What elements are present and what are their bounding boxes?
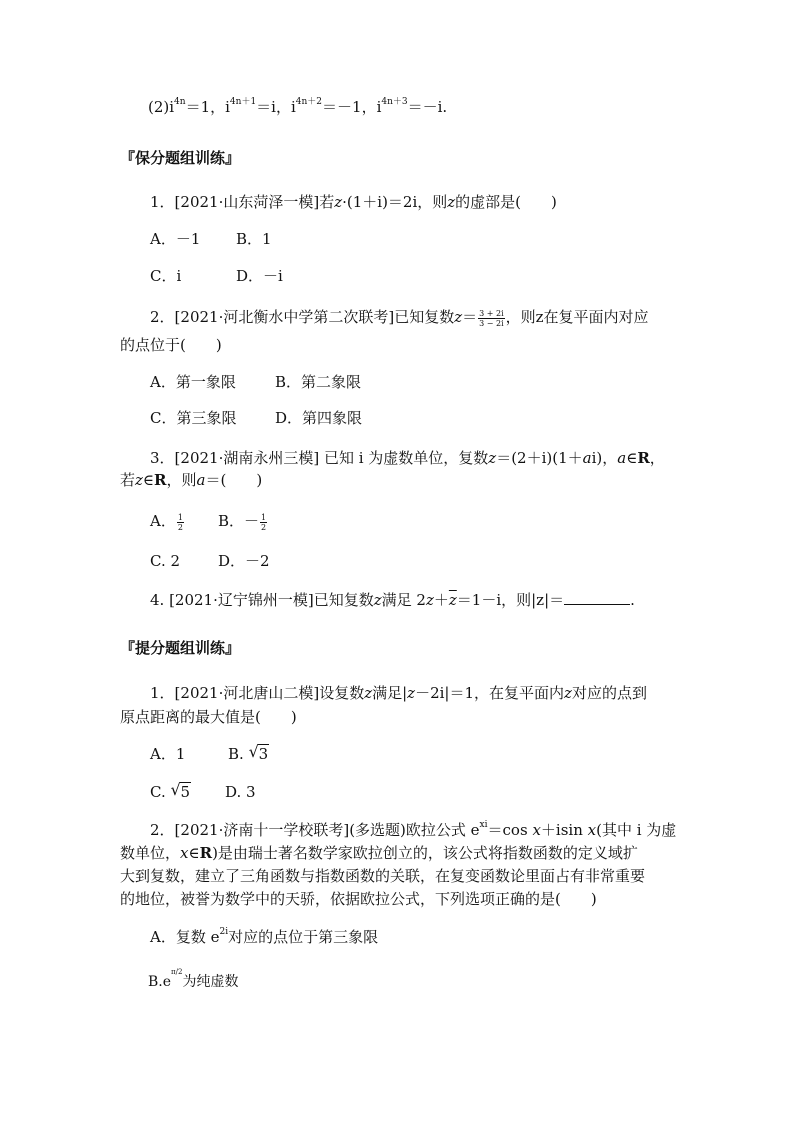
var-a: a <box>196 471 206 489</box>
basic-q2-stem-line2: 的点位于( ) <box>120 336 222 354</box>
text: ·(1＋i)＝2i，则 <box>342 193 448 211</box>
text: ∈ <box>142 471 155 489</box>
exponent: 4n＋2 <box>295 97 323 107</box>
formula-text: ＝－i. <box>407 98 448 116</box>
text: ＝(2＋i)(1＋ <box>496 449 583 467</box>
var-z: z <box>364 684 373 702</box>
text: 若 <box>120 471 136 489</box>
text: 1．[2021·山东菏泽一模]若 <box>150 193 335 211</box>
var-z-conjugate: $\overline{z}$ <box>448 591 457 609</box>
section-title-advanced: 『提分题组训练』 <box>120 639 241 657</box>
fraction-numerator: 3 + 2i <box>479 308 504 318</box>
radicand: 5 <box>180 783 191 801</box>
text: . <box>630 591 635 609</box>
text: B.e <box>148 974 172 990</box>
var-z: z <box>488 449 497 467</box>
text: 1．[2021·河北唐山二模]设复数 <box>150 684 365 702</box>
formula-text: ＝－1，i <box>322 98 382 116</box>
text: －2i|＝1，在复平面内 <box>415 684 565 702</box>
basic-q3-stem-line1: 3．[2021·湖南永州三模] 已知 i 为虚数单位，复数z＝(2＋i)(1＋ai)，a∈R， <box>150 449 665 467</box>
basic-q1-option-a: A．－1 <box>150 230 201 248</box>
advanced-q2-stem-line3: 大到复数，建立了三角函数与指数函数的关联，在复变函数论里面占有非常重要 <box>120 867 646 885</box>
text: 数单位， <box>120 844 181 862</box>
fraction-half <box>260 513 267 532</box>
var-z: z <box>564 684 572 702</box>
advanced-q2-option-a <box>150 927 378 947</box>
var-a: a <box>582 449 592 467</box>
text: ∈ <box>188 844 200 862</box>
advanced-q1-option-d: D. 3 <box>225 783 256 801</box>
text: 对应的点到 <box>571 684 647 702</box>
advanced-q1-option-b <box>228 744 269 764</box>
advanced-q1-option-c <box>150 782 191 802</box>
basic-q3-option-b <box>218 511 268 532</box>
text: 的虚部是( ) <box>455 193 557 211</box>
radicand: 3 <box>258 745 269 763</box>
var-a: a <box>617 449 627 467</box>
text: )是由瑞士著名数学家欧拉创立的，该公式将指数函数的定义域扩 <box>212 844 638 862</box>
fraction-denominator: 2 <box>261 522 267 532</box>
section-title-basic: 『保分题组训练』 <box>120 149 241 167</box>
var-z: z <box>373 591 382 609</box>
var-z: z <box>407 684 416 702</box>
answer-blank <box>564 592 630 605</box>
radical-sign: √ <box>170 780 181 799</box>
text: C. <box>150 783 166 801</box>
exponent: 4n＋3 <box>381 97 408 107</box>
advanced-q1-stem-line1 <box>150 683 647 703</box>
text: ＝1－i，则|z|＝ <box>456 591 565 609</box>
basic-q3-option-c: C. 2 <box>150 552 181 570</box>
advanced-q2-stem-line4: 的地位，被誉为数学中的天骄，依据欧拉公式，下列选项正确的是( ) <box>120 890 597 908</box>
basic-q1-option-c: C．i <box>150 267 182 285</box>
exponent: xi <box>479 820 488 830</box>
text: ＝cos <box>487 821 528 839</box>
basic-q2-option-b: B．第二象限 <box>275 373 362 391</box>
text: 满足 2 <box>381 591 426 609</box>
basic-q1-option-d: D．－i <box>236 267 283 285</box>
text: 2．[2021·河北衡水中学第二次联考]已知复数 <box>150 308 455 326</box>
text: ＋isin <box>540 821 583 839</box>
var-z: z <box>135 471 143 489</box>
advanced-q2-stem-line2 <box>120 843 638 863</box>
basic-q4-stem <box>150 590 635 610</box>
text: ，则z在复平面内对应 <box>505 308 649 326</box>
formula-text: ＝i，i <box>256 98 296 116</box>
text: 满足| <box>372 684 408 702</box>
fraction-half <box>177 513 184 532</box>
text: (其中 i 为虚 <box>596 821 677 839</box>
text: 为纯虚数 <box>182 974 239 990</box>
text: 3．[2021·湖南永州三模] 已知 i 为虚数单位，复数 <box>150 449 489 467</box>
text: ＋ <box>433 591 449 609</box>
basic-q3-option-a <box>150 511 185 532</box>
advanced-q1-stem-line2: 原点距离的最大值是( ) <box>120 708 297 726</box>
advanced-q2-stem-line1 <box>150 820 676 840</box>
set-R: R <box>154 471 167 489</box>
exponent: 2i <box>219 927 229 937</box>
fraction-denominator: 3 − 2i <box>479 318 504 328</box>
var-z: z <box>454 308 463 326</box>
var-z: z <box>334 193 343 211</box>
sqrt <box>171 782 192 802</box>
text: ∈ <box>626 449 638 467</box>
text: A． <box>150 512 176 530</box>
exponent: 4n <box>174 97 186 107</box>
formula-line <box>148 97 447 117</box>
basic-q1-option-b: B．1 <box>236 230 272 248</box>
text: ＝( ) <box>205 471 263 489</box>
basic-q2-option-c: C．第三象限 <box>150 409 237 427</box>
fraction <box>478 309 505 328</box>
var-x: x <box>532 821 541 839</box>
exponent: 4n＋1 <box>229 97 257 107</box>
set-R: R <box>199 844 213 862</box>
basic-q3-option-d: D．－2 <box>218 552 270 570</box>
exponent: π/2 <box>171 968 183 977</box>
formula-text: ＝1，i <box>185 98 230 116</box>
sqrt <box>249 744 270 764</box>
var-z: z <box>425 591 434 609</box>
text: ，则 <box>166 471 197 489</box>
fraction-numerator: 1 <box>177 512 183 522</box>
text: B. <box>228 745 244 763</box>
fraction-denominator: 2 <box>177 522 183 532</box>
text: i)， <box>591 449 618 467</box>
text: ＝ <box>462 308 478 326</box>
advanced-q2-option-b <box>148 968 239 992</box>
var-z: z <box>447 193 456 211</box>
advanced-q1-option-a: A．1 <box>150 745 186 763</box>
text: A．复数 e <box>150 928 220 946</box>
fraction-numerator: 1 <box>261 512 267 522</box>
text: 对应的点位于第三象限 <box>228 928 379 946</box>
formula-text: (2)i <box>148 98 175 116</box>
basic-q2-option-a: A．第一象限 <box>150 373 236 391</box>
text: B．－ <box>218 512 260 530</box>
basic-q2-stem-line1 <box>150 307 649 328</box>
var-x: x <box>587 821 597 839</box>
basic-q3-stem-line2 <box>120 470 262 490</box>
basic-q2-option-d: D．第四象限 <box>275 409 363 427</box>
set-R: R <box>637 449 650 467</box>
var-x: x <box>180 844 189 862</box>
text: 2．[2021·济南十一学校联考](多选题)欧拉公式 e <box>150 821 480 839</box>
radical-sign: √ <box>248 742 259 761</box>
basic-q1-stem <box>150 192 557 212</box>
text: 4. [2021·辽宁锦州一模]已知复数 <box>150 591 374 609</box>
